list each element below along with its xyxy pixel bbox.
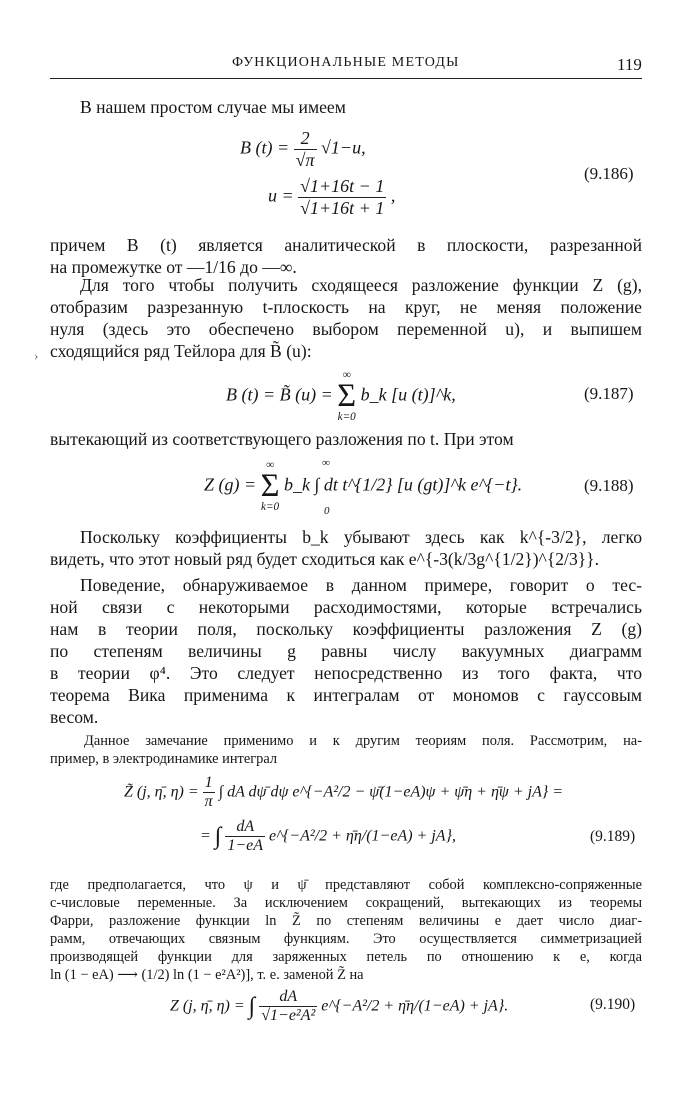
equation-number-9-189: (9.189) [590,828,636,845]
equation-number-9-190: (9.190) [590,996,636,1013]
paragraph-line: на промежутке от —1/16 до —∞. [50,257,297,277]
paragraph-line: вытекающий из соответствующего разложения по t. При этом [50,429,514,449]
equation-9-186-line1: B (t) = $\frac{2}{√\pi}$ √1−u, [240,128,366,170]
paragraph-line: Для того чтобы получить сходящееся разложение функции Z (g), [80,275,642,295]
margin-mark: › [34,348,39,363]
paragraph-line: по степеням величины g равны числу вакуумных диаграмм [50,641,642,661]
paragraph-line: сходящийся ряд Тейлора для B̃ (u): [50,341,312,361]
header-rule [50,78,642,79]
paragraph-line: ной связи с некоторыми расходимостями, которые встречались [50,597,642,617]
paragraph-line: Поведение, обнаруживаемое в данном примере, говорит о тес- [80,575,642,595]
paragraph-line: нам в теории поля, поскольку коэффициенты разложения Z (g) [50,619,642,639]
small-text-line: пример, в электродинамике интеграл [50,751,278,767]
paragraph-line: Поскольку коэффициенты b_k убывают здесь как k^{-3/2}, легко [80,527,642,547]
small-text-line: рамм, отвечающих связным функциям. Это осуществляется симметризацией [50,931,642,947]
small-text-line: ln (1 − eA) ⟶ (1/2) ln (1 − e²A²)], т. е. заменой Z̃ на [50,967,364,983]
paragraph-line: нуля (здесь это обеспечено выбором переменной u), и выпишем [50,319,642,339]
paragraph-intro: В нашем простом случае мы имеем [80,97,346,117]
equation-9-186-line2: u = $\frac{√1+16t - 1}{√1+16t + 1}$ , [268,176,396,218]
equation-9-190: Z (j, η̄, η) = ∫ $\frac{dA}{\text{√1−e²A²}}$ e^{−A²/2 + η̄η/(1−eA) + jA}. [170,988,509,1025]
running-title: ФУНКЦИОНАЛЬНЫЕ МЕТОДЫ [232,55,460,70]
small-text-line: Данное замечание применимо и к другим теориям поля. Рассмотрим, на- [84,733,642,749]
equation-9-189-line2: = ∫ $\frac{dA}{1-eA}$ e^{−A²/2 + η̄η/(1−eA) + jA}, [200,818,456,855]
paragraph-line: теорема Вика применима к интегралам от мономов с гауссовым [50,685,642,705]
small-text-line: c-числовые переменные. За исключением сокращений, вытекающих из теоремы [50,895,642,911]
small-text-line: где предполагается, что ψ и ψ̄ представляют собой комплексно-сопряженные [50,877,642,893]
equation-9-188: Z (g) = ∞ Σ k=0 b_k ∫ dt t^{1/2} [u (gt)]^k e^{−t}. [204,459,523,513]
integral-lower-limit: 0 [324,505,330,517]
paragraph-line: отобразим разрезанную t-плоскость на круг, не меняя положение [50,297,642,317]
small-text-line: Фарри, разложение функции ln Z̃ по степеням величины e дает число диаг- [50,913,642,929]
small-text-line: производящей функции для заряженных петель по отношению к e, когда [50,949,642,965]
paragraph-line: весом. [50,707,99,727]
paragraph-line: в теории φ⁴. Это следует непосредственно из того факта, что [50,663,642,683]
equation-9-187: B (t) = B̃ (u) = ∞ Σ k=0 b_k [u (t)]^k, [226,369,456,423]
paragraph-line: видеть, что этот новый ряд будет сходиться как e^{-3(k/3g^{1/2})^{2/3}}. [50,549,600,569]
equation-number-9-187: (9.187) [584,384,634,403]
equation-9-189-line1: Z̃ (j, η̄, η) = $\frac{1}{\pi}$ ∫ dA dψ̄ dψ e^{−A²/2 − ψ̄(1−eA)ψ + ψ̄η + η̄ψ + jA} = [124,774,564,811]
page-number: 119 [617,55,642,74]
equation-number-9-186: (9.186) [584,164,634,183]
integral-upper-limit: ∞ [322,457,330,469]
paragraph-line: причем B (t) является аналитической в плоскости, разрезанной [50,235,642,255]
equation-number-9-188: (9.188) [584,476,634,495]
